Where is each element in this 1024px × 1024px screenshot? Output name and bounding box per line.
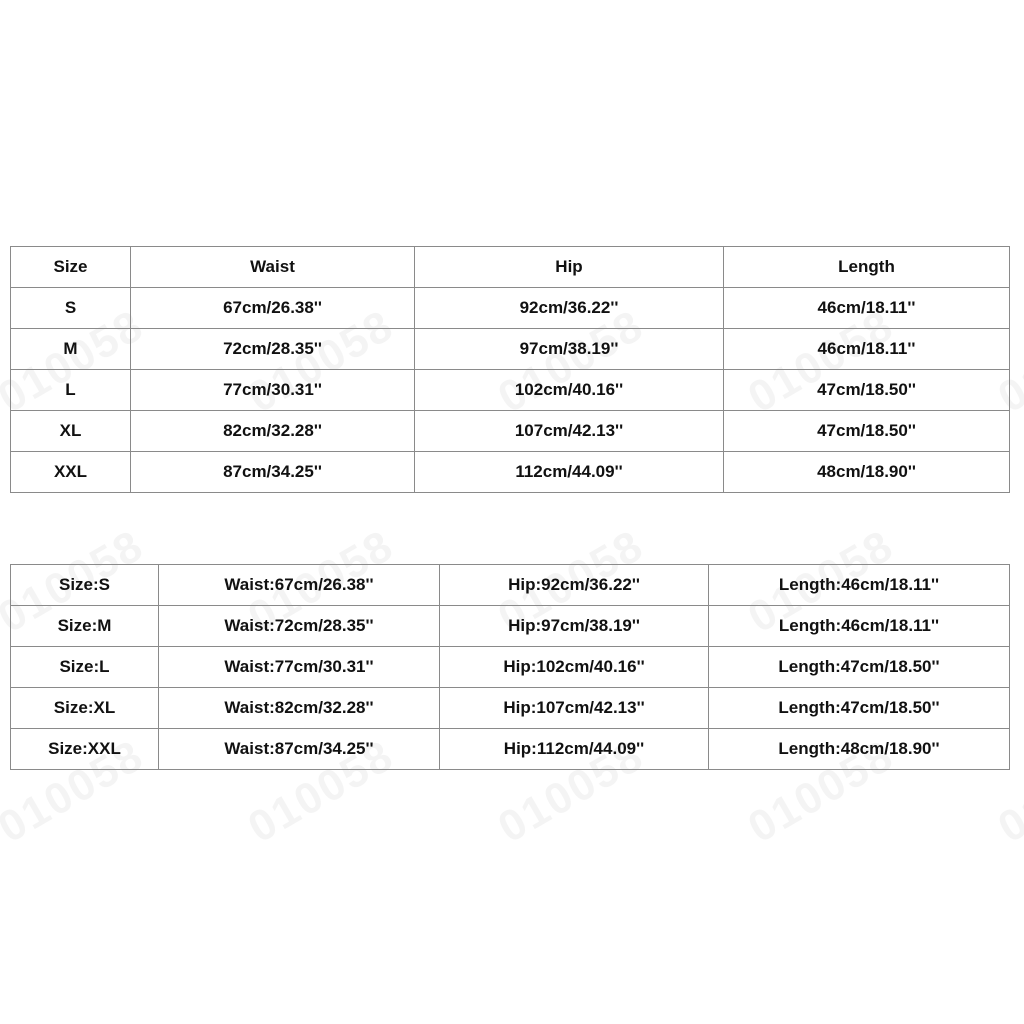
waist-cell: Waist:87cm/34.25''	[159, 729, 440, 770]
table-row	[11, 329, 1010, 370]
waist-cell: 82cm/32.28''	[131, 411, 415, 452]
length-cell: 46cm/18.11''	[724, 329, 1010, 370]
hip-cell: Hip:92cm/36.22''	[440, 565, 709, 606]
header-hip: Hip	[415, 247, 724, 288]
header-length: Length	[724, 247, 1010, 288]
length-cell: Length:47cm/18.50''	[709, 688, 1010, 729]
size-chart-table	[10, 246, 1010, 493]
table-row	[11, 606, 1010, 647]
length-cell: 47cm/18.50''	[724, 370, 1010, 411]
table-row	[11, 565, 1010, 606]
header-waist: Waist	[131, 247, 415, 288]
waist-cell: 87cm/34.25''	[131, 452, 415, 493]
table-row	[11, 452, 1010, 493]
hip-cell: Hip:102cm/40.16''	[440, 647, 709, 688]
hip-cell: 97cm/38.19''	[415, 329, 724, 370]
length-cell: 48cm/18.90''	[724, 452, 1010, 493]
waist-cell: Waist:77cm/30.31''	[159, 647, 440, 688]
length-cell: Length:48cm/18.90''	[709, 729, 1010, 770]
hip-cell: Hip:112cm/44.09''	[440, 729, 709, 770]
hip-cell: Hip:97cm/38.19''	[440, 606, 709, 647]
size-cell: XXL	[11, 452, 131, 493]
size-cell: L	[11, 370, 131, 411]
waist-cell: Waist:82cm/32.28''	[159, 688, 440, 729]
waist-cell: 67cm/26.38''	[131, 288, 415, 329]
size-cell: Size:S	[11, 565, 159, 606]
hip-cell: Hip:107cm/42.13''	[440, 688, 709, 729]
table-row	[11, 647, 1010, 688]
table-header-row	[11, 247, 1010, 288]
waist-cell: Waist:72cm/28.35''	[159, 606, 440, 647]
size-cell: Size:M	[11, 606, 159, 647]
waist-cell: 77cm/30.31''	[131, 370, 415, 411]
hip-cell: 102cm/40.16''	[415, 370, 724, 411]
size-detail-table	[10, 564, 1010, 770]
size-cell: Size:XXL	[11, 729, 159, 770]
length-cell: Length:47cm/18.50''	[709, 647, 1010, 688]
table-row	[11, 688, 1010, 729]
header-size: Size	[11, 247, 131, 288]
size-cell: S	[11, 288, 131, 329]
table-row	[11, 729, 1010, 770]
length-cell: 46cm/18.11''	[724, 288, 1010, 329]
table-row	[11, 411, 1010, 452]
hip-cell: 107cm/42.13''	[415, 411, 724, 452]
size-cell: M	[11, 329, 131, 370]
size-cell: Size:XL	[11, 688, 159, 729]
waist-cell: 72cm/28.35''	[131, 329, 415, 370]
table-row	[11, 288, 1010, 329]
length-cell: Length:46cm/18.11''	[709, 606, 1010, 647]
hip-cell: 112cm/44.09''	[415, 452, 724, 493]
length-cell: 47cm/18.50''	[724, 411, 1010, 452]
waist-cell: Waist:67cm/26.38''	[159, 565, 440, 606]
size-cell: XL	[11, 411, 131, 452]
length-cell: Length:46cm/18.11''	[709, 565, 1010, 606]
size-cell: Size:L	[11, 647, 159, 688]
hip-cell: 92cm/36.22''	[415, 288, 724, 329]
table-row	[11, 370, 1010, 411]
